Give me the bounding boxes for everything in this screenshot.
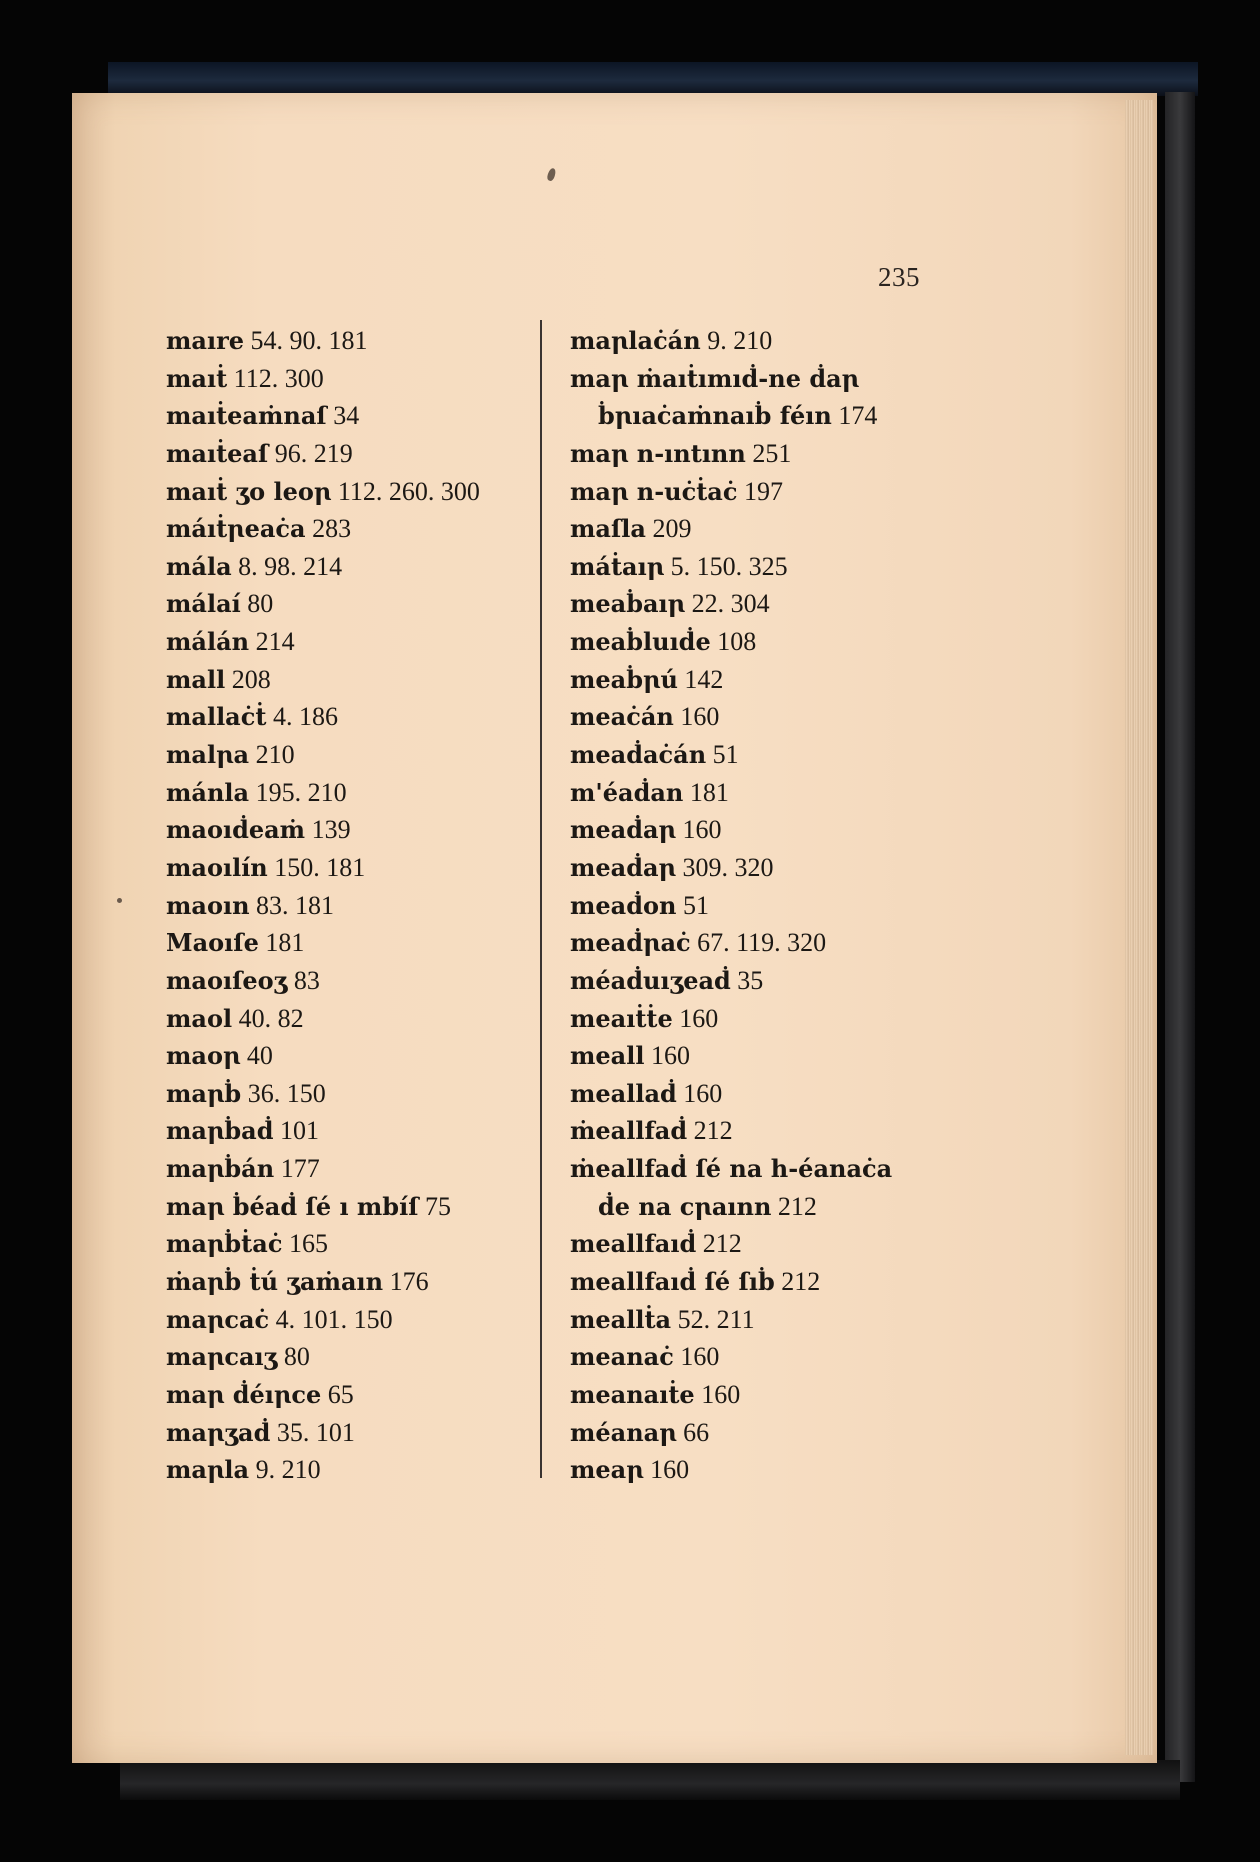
index-headword: maıṫeaṁnaſ xyxy=(166,401,327,431)
page-references: 160 xyxy=(672,1003,719,1033)
plastic-sleeve-bottom xyxy=(120,1760,1180,1800)
page-references: 210 xyxy=(249,740,295,770)
page-references: 35. 101 xyxy=(270,1417,355,1447)
index-entry xyxy=(570,1338,892,1376)
page-references: 251 xyxy=(745,438,792,468)
index-entry xyxy=(570,510,892,548)
index-entry xyxy=(570,1225,892,1263)
index-entry xyxy=(166,962,480,1000)
index-headword: maꞃ ḋéıꞃce xyxy=(166,1379,322,1409)
page-references: 80 xyxy=(240,589,274,619)
page-references: 67. 119. 320 xyxy=(690,928,827,958)
index-entry xyxy=(570,924,892,962)
page-references: 65 xyxy=(321,1379,354,1409)
index-headword: malꞃa xyxy=(166,740,250,770)
index-headword: meaċán xyxy=(570,702,674,732)
index-entry xyxy=(166,1112,480,1150)
index-entry xyxy=(166,887,480,925)
page-references: 80 xyxy=(277,1342,310,1372)
page-references: 160 xyxy=(643,1455,690,1485)
index-entry xyxy=(166,1075,480,1113)
index-headword: máṫaıꞃ xyxy=(570,551,665,581)
index-entry xyxy=(166,849,480,887)
page-references: 4. 101. 150 xyxy=(269,1304,393,1334)
index-headword: maıṫ ʒo leoꞃ xyxy=(166,476,332,506)
index-column-right xyxy=(570,322,892,1489)
index-entry xyxy=(570,623,892,661)
index-entry xyxy=(166,924,480,962)
index-headword: mánla xyxy=(166,777,250,807)
page-references: 212 xyxy=(774,1267,821,1297)
page-references: 66 xyxy=(676,1417,710,1447)
index-headword: ḃꞃıaċaṁnaıḃ féın xyxy=(598,401,832,431)
page-references: 96. 219 xyxy=(268,438,353,468)
index-headword: meanaċ xyxy=(570,1342,674,1372)
index-entry xyxy=(570,473,892,511)
page-references: 51 xyxy=(676,890,709,920)
index-headword: maꞃlaċán xyxy=(570,326,701,355)
page-references: 9. 210 xyxy=(700,326,773,355)
index-entry xyxy=(570,360,892,398)
page-references: 40 xyxy=(240,1041,273,1071)
index-entry xyxy=(166,1225,480,1263)
index-entry xyxy=(166,661,480,699)
page-references: 283 xyxy=(305,514,352,544)
page-references: 101 xyxy=(273,1116,320,1146)
page-references: 54. 90. 181 xyxy=(243,326,368,355)
index-headword: maſla xyxy=(570,514,646,544)
index-entry xyxy=(570,1376,892,1414)
index-headword: maoıḋeaṁ xyxy=(166,815,306,845)
page-references: 83 xyxy=(287,965,320,995)
index-headword: meallṫa xyxy=(570,1304,672,1334)
index-headword: meallfaıḋ xyxy=(570,1229,697,1259)
page-references: 4. 186 xyxy=(266,702,338,732)
index-entry xyxy=(570,1112,892,1150)
index-entry xyxy=(570,1414,892,1452)
page-references: 139 xyxy=(305,815,351,845)
index-headword: maꞃ n-uċṫaċ xyxy=(570,476,738,506)
index-headword: maꞃḃṫaċ xyxy=(166,1229,283,1259)
index-headword: méaḋuıʒeaḋ xyxy=(570,965,731,995)
page-references: 214 xyxy=(249,627,295,657)
page-references: 160 xyxy=(676,815,722,845)
page-references: 160 xyxy=(673,1342,720,1372)
index-headword: m'éaḋan xyxy=(570,777,684,807)
page-references: 52. 211 xyxy=(671,1304,755,1334)
index-entry xyxy=(570,548,892,586)
index-column-left xyxy=(166,322,480,1489)
index-headword: meallfaıḋ ſé ſıḃ xyxy=(570,1267,775,1297)
page-references: 160 xyxy=(694,1379,741,1409)
index-headword: maıṫeaſ xyxy=(166,438,269,468)
index-entry xyxy=(570,698,892,736)
index-entry xyxy=(166,585,480,623)
index-entry xyxy=(166,1338,480,1376)
index-entry xyxy=(166,1037,480,1075)
page-references: 51 xyxy=(706,740,739,770)
index-headword: maıre xyxy=(166,326,244,355)
index-entry xyxy=(570,1037,892,1075)
index-headword: meaḃꞃú xyxy=(570,664,678,694)
index-headword: maoꞃ xyxy=(166,1041,241,1071)
page-references: 181 xyxy=(683,777,729,807)
index-headword: maꞃla xyxy=(166,1455,250,1485)
index-headword: meaḃaıꞃ xyxy=(570,589,686,619)
index-headword: maꞃḃ xyxy=(166,1078,242,1108)
index-entry xyxy=(166,1376,480,1414)
index-entry xyxy=(166,397,480,435)
index-headword: maꞃ n-ıntınn xyxy=(570,438,746,468)
index-entry xyxy=(570,661,892,699)
index-entry xyxy=(570,585,892,623)
page-references: 108 xyxy=(710,627,757,657)
index-entry xyxy=(166,1188,480,1226)
index-headword: meaḋꞃaċ xyxy=(570,928,691,958)
index-entry xyxy=(166,1414,480,1452)
page-references: 40. 82 xyxy=(232,1003,304,1033)
page-references: 309. 320 xyxy=(676,852,774,882)
plastic-sleeve-top xyxy=(108,62,1198,96)
index-entry xyxy=(570,811,892,849)
index-headword: meaḃluıḋe xyxy=(570,627,711,657)
page-references: 112. 260. 300 xyxy=(331,476,480,506)
index-entry xyxy=(570,322,892,360)
index-entry xyxy=(166,1451,480,1489)
page-references: 36. 150 xyxy=(241,1078,326,1108)
index-entry xyxy=(570,1150,892,1188)
index-headword: maꞃcaċ xyxy=(166,1304,270,1334)
index-entry xyxy=(570,962,892,1000)
page-references: 150. 181 xyxy=(267,852,366,882)
index-headword: maꞃʒaḋ xyxy=(166,1417,271,1447)
page-references: 165 xyxy=(282,1229,328,1259)
page-references: 142 xyxy=(677,664,724,694)
page-references: 208 xyxy=(225,664,271,694)
page-references: 212 xyxy=(687,1116,733,1146)
page-references: 75 xyxy=(418,1191,452,1221)
index-headword: meaḋaꞃ xyxy=(570,815,676,845)
index-entry xyxy=(166,548,480,586)
page-references: 5. 150. 325 xyxy=(664,551,788,581)
index-headword: maıṫ xyxy=(166,363,228,393)
index-entry xyxy=(166,811,480,849)
index-headword: maꞃḃán xyxy=(166,1154,275,1184)
index-headword: mála xyxy=(166,551,232,581)
page-references: 83. 181 xyxy=(249,890,335,920)
index-headword: meaꞃ xyxy=(570,1455,644,1485)
index-headword: maoılín xyxy=(166,852,268,882)
page-references: 34 xyxy=(326,401,360,431)
index-headword: ṁeallfaḋ ſé na h-éanaċa xyxy=(570,1154,893,1184)
index-entry xyxy=(570,774,892,812)
index-entry xyxy=(166,473,480,511)
index-entry xyxy=(570,1075,892,1113)
page-number: 235 xyxy=(878,262,920,292)
index-entry xyxy=(166,1150,480,1188)
index-headword: maoıſeoʒ xyxy=(166,965,288,995)
page-references: 35 xyxy=(730,965,764,995)
index-entry xyxy=(166,1301,480,1339)
index-entry xyxy=(570,1000,892,1038)
index-entry xyxy=(570,1263,892,1301)
index-entry xyxy=(166,360,480,398)
index-entry xyxy=(570,435,892,473)
index-headword: málán xyxy=(166,627,250,657)
index-entry xyxy=(570,1451,892,1489)
index-entry xyxy=(570,1301,892,1339)
plastic-sleeve-right xyxy=(1165,92,1195,1782)
index-headword: mall xyxy=(166,664,226,694)
page-references: 160 xyxy=(676,1078,723,1108)
index-headword: máıṫꞃeaċa xyxy=(166,514,306,544)
index-entry xyxy=(570,397,892,435)
index-entry xyxy=(166,736,480,774)
index-entry xyxy=(570,887,892,925)
index-headword: ḋe na cꞃaınn xyxy=(598,1191,772,1221)
page-references: 8. 98. 214 xyxy=(231,551,343,581)
index-headword: maol xyxy=(166,1003,233,1033)
index-headword: meaıṫṫe xyxy=(570,1003,673,1033)
index-entry xyxy=(166,435,480,473)
index-entry xyxy=(166,1000,480,1038)
page-references: 212 xyxy=(696,1229,742,1259)
index-headword: mallaċṫ xyxy=(166,702,267,732)
ink-dot xyxy=(117,898,122,903)
index-entry xyxy=(166,510,480,548)
page-references: 181 xyxy=(258,928,305,958)
index-headword: maꞃḃaḋ xyxy=(166,1116,274,1146)
page-references: 160 xyxy=(644,1041,690,1071)
index-headword: ṁaꞃḃ ṫú ʒaṁaın xyxy=(166,1267,384,1297)
page-references: 212 xyxy=(771,1191,817,1221)
index-headword: Maoıſe xyxy=(166,928,259,958)
page-stack-edges xyxy=(1125,100,1153,1755)
index-headword: méanaꞃ xyxy=(570,1417,677,1447)
index-entry xyxy=(166,1263,480,1301)
index-entry xyxy=(570,736,892,774)
index-headword: maꞃ ḃéaḋ ſé ı mbíſ xyxy=(166,1191,419,1221)
page-references: 176 xyxy=(383,1267,429,1297)
index-entry xyxy=(166,698,480,736)
index-entry xyxy=(166,623,480,661)
index-entry xyxy=(570,849,892,887)
page-references: 177 xyxy=(274,1154,320,1184)
index-headword: meaḋon xyxy=(570,890,677,920)
index-headword: meanaıṫe xyxy=(570,1379,695,1409)
index-entry xyxy=(166,322,480,360)
page-references: 195. 210 xyxy=(249,777,347,807)
index-headword: meall xyxy=(570,1041,645,1071)
page-references: 112. 300 xyxy=(227,363,324,393)
index-entry xyxy=(166,774,480,812)
index-headword: ṁeallfaḋ xyxy=(570,1116,688,1146)
index-headword: málaí xyxy=(166,589,241,619)
page-references: 160 xyxy=(673,702,720,732)
index-headword: meallaḋ xyxy=(570,1078,677,1108)
index-entry xyxy=(570,1188,892,1226)
index-headword: maꞃ ṁaıṫımıḋ-ne ḋaꞃ xyxy=(570,363,860,393)
page-references: 9. 210 xyxy=(249,1455,321,1485)
index-headword: meaḋaċán xyxy=(570,740,707,770)
page-references: 174 xyxy=(831,401,878,431)
page-references: 22. 304 xyxy=(685,589,770,619)
column-divider xyxy=(540,320,542,1478)
page-references: 209 xyxy=(645,514,692,544)
index-headword: maoın xyxy=(166,890,250,920)
index-headword: meaḋaꞃ xyxy=(570,852,676,882)
page-references: 197 xyxy=(737,476,783,506)
index-headword: maꞃcaıʒ xyxy=(166,1342,278,1372)
